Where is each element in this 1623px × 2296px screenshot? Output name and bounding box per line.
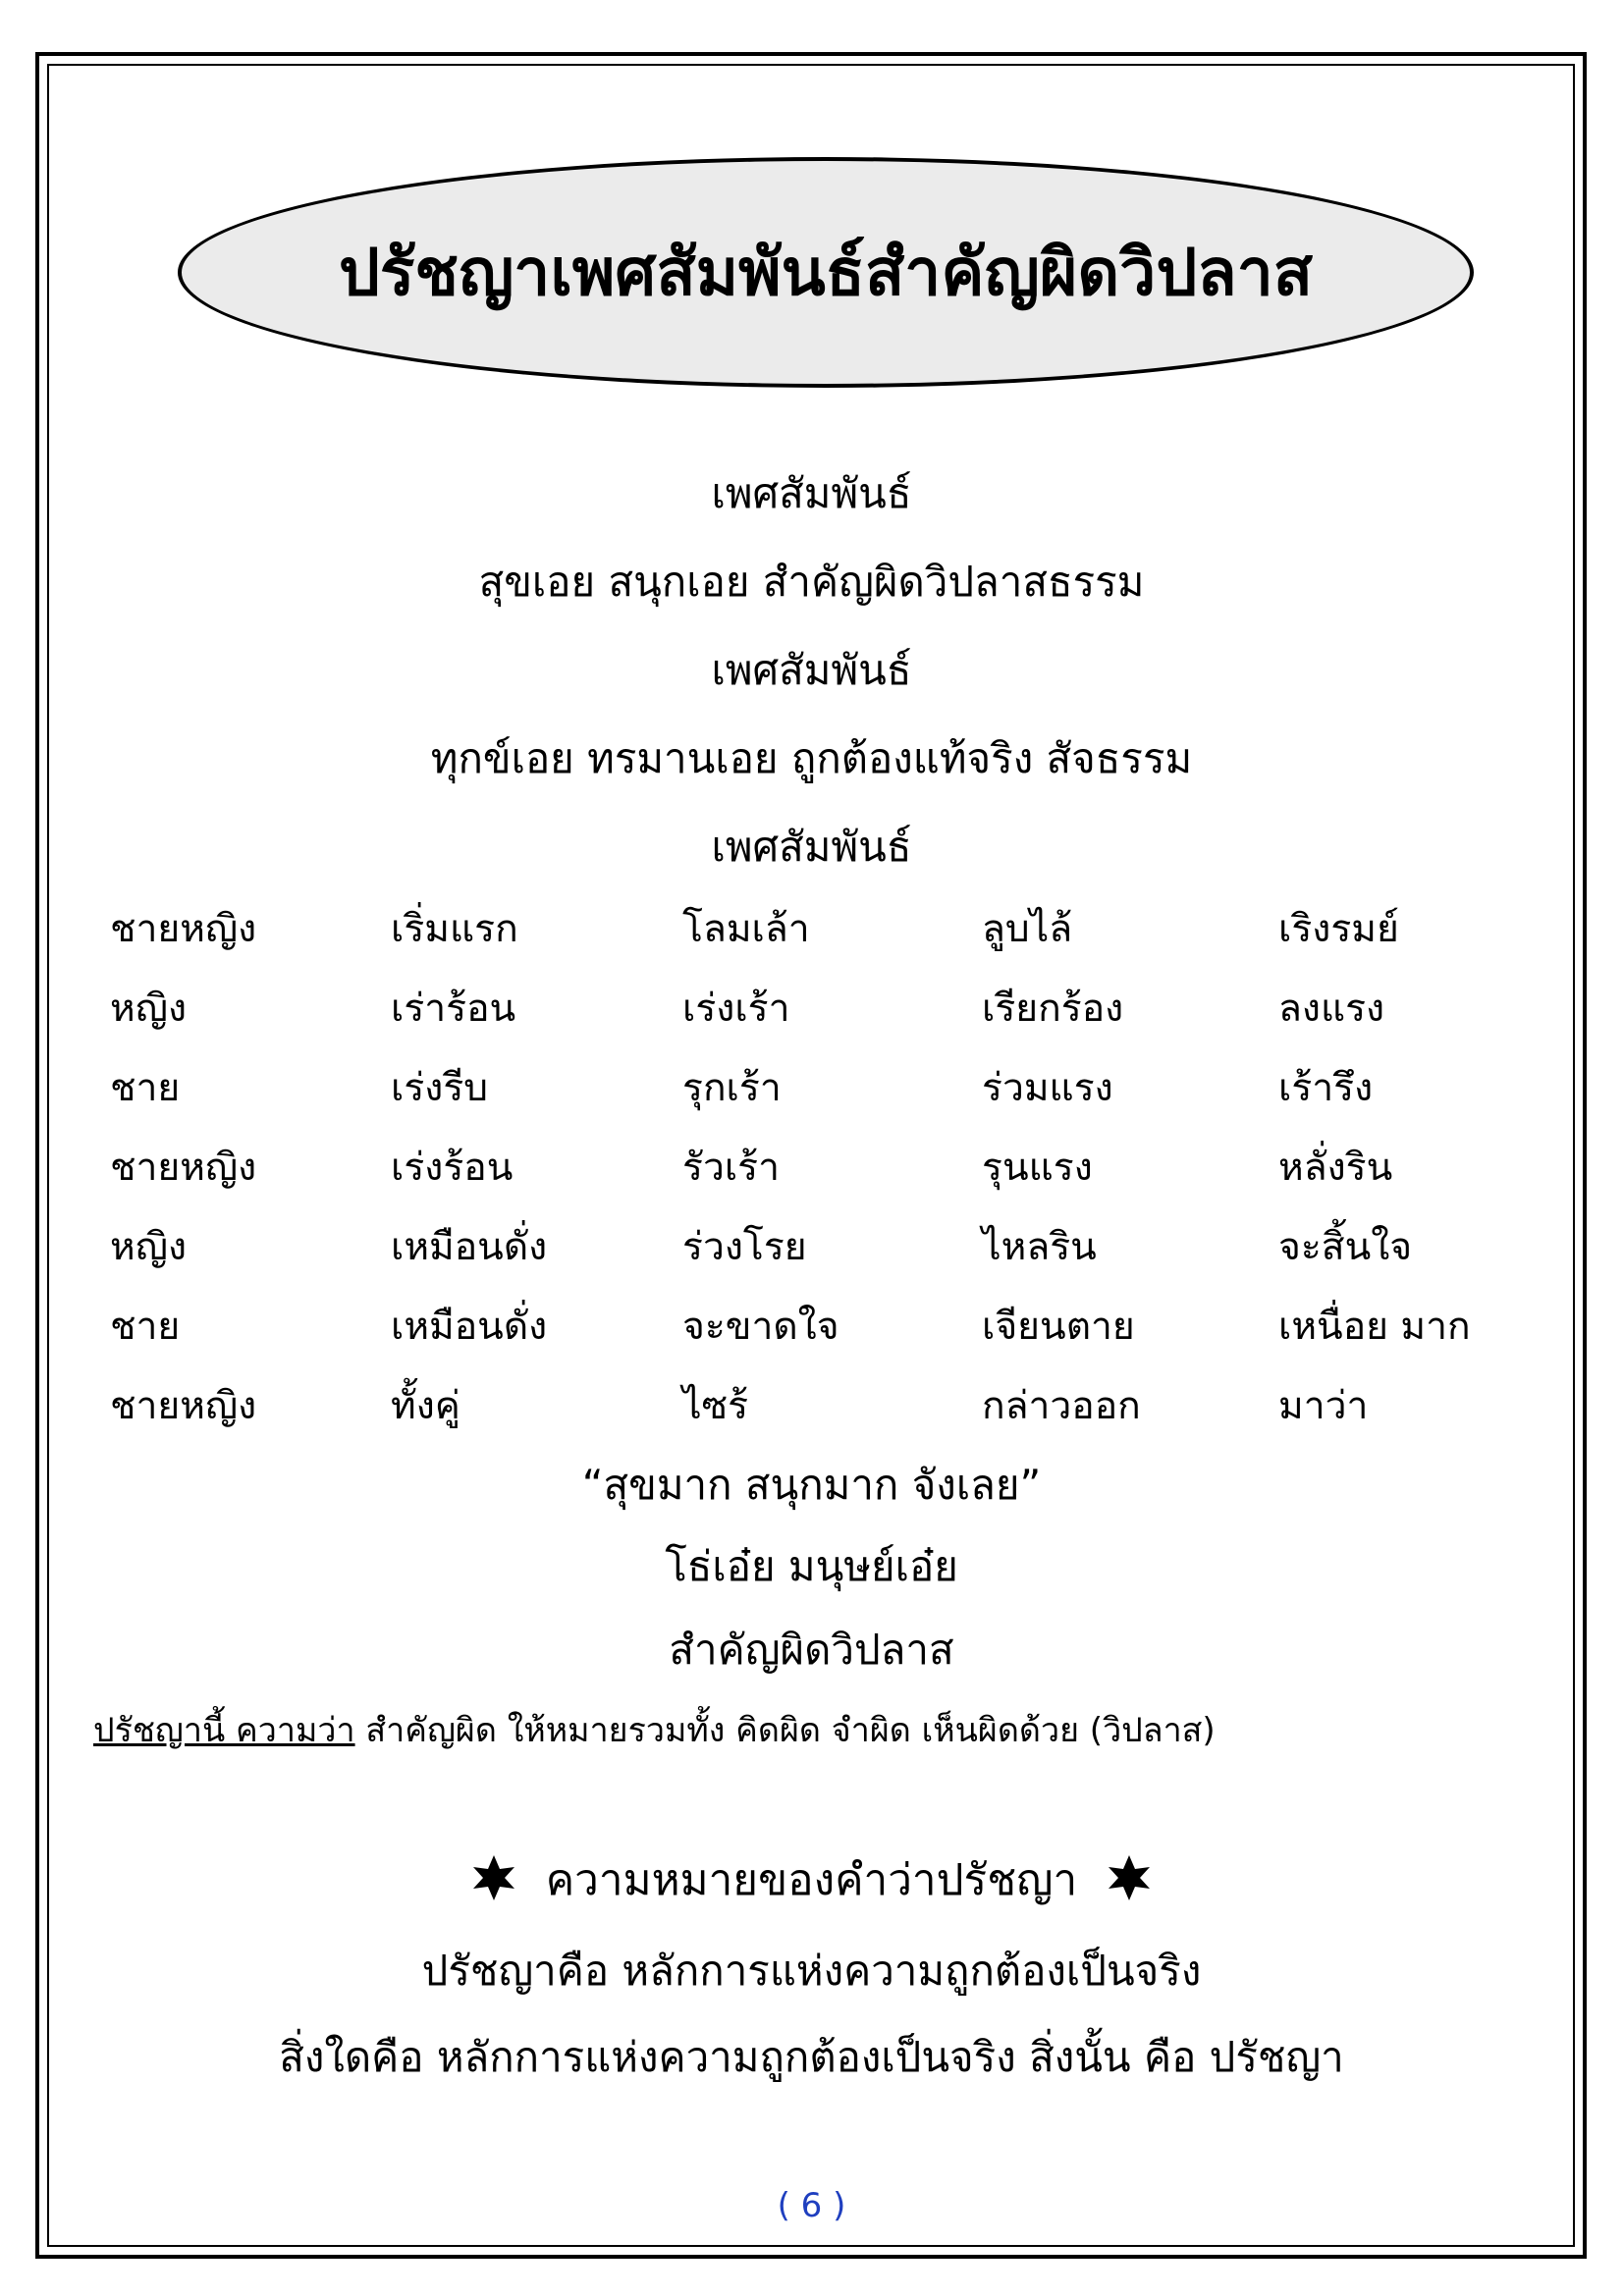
definition-line: ปรัชญาคือ หลักการแห่งความถูกต้องเป็นจริง xyxy=(421,1947,1202,1995)
poem-word: ลูบไล้ xyxy=(982,907,1073,951)
poem-word: เร้ารึง xyxy=(1278,1066,1374,1110)
poem-word: รัวเร้า xyxy=(682,1146,781,1190)
poem-row xyxy=(0,1216,1623,1275)
poem-word: ลงแรง xyxy=(1278,987,1385,1031)
poem-word: โลมเล้า xyxy=(682,907,810,951)
verse-line: เพศสัมพันธ์ xyxy=(711,469,912,517)
poem-word: เริ่มแรก xyxy=(391,907,518,951)
poem-subject: ชาย xyxy=(110,1305,181,1349)
verse-line: เพศสัมพันธ์ xyxy=(711,823,912,871)
poem-word: เหนื่อย มาก xyxy=(1278,1305,1471,1349)
section-heading-row xyxy=(59,1845,1564,1914)
page-title: ปรัชญาเพศสัมพันธ์สำคัญผิดวิปลาส xyxy=(338,235,1314,310)
poem-row xyxy=(0,1137,1623,1196)
poem-word: เรียกร้อง xyxy=(982,987,1124,1031)
poem-word: รุกเร้า xyxy=(682,1066,782,1110)
poem-word: เหมือนดั่ง xyxy=(391,1225,548,1269)
poem-word: รุนแรง xyxy=(982,1146,1093,1190)
poem-subject: ชายหญิง xyxy=(110,1384,257,1428)
poem-subject: หญิง xyxy=(110,1225,187,1269)
verse-line: “สุขมาก สนุกมาก จังเลย” xyxy=(581,1461,1042,1509)
poem-word: เริงรมย์ xyxy=(1278,907,1399,951)
poem-row xyxy=(0,898,1623,957)
poem-word: เหมือนดั่ง xyxy=(391,1305,548,1349)
poem-word: ไซร้ xyxy=(682,1384,749,1428)
poem-subject: ชาย xyxy=(110,1066,181,1110)
section-heading: ความหมายของคำว่าปรัชญา xyxy=(545,1855,1078,1905)
poem-word: เร่งร้อน xyxy=(391,1146,514,1190)
verse-line: เพศสัมพันธ์ xyxy=(711,646,912,694)
verse-line: ทุกข์เอย ทรมานเอย ถูกต้องแท้จริง สัจธรรม xyxy=(430,734,1193,782)
verse-line: สุขเอย สนุกเอย สำคัญผิดวิปลาสธรรม xyxy=(478,558,1145,606)
poem-row xyxy=(0,1057,1623,1116)
poem-row xyxy=(0,1375,1623,1434)
poem-word: กล่าวออก xyxy=(982,1384,1141,1428)
poem-word: ร่วมแรง xyxy=(982,1066,1113,1110)
note-line xyxy=(93,1703,1527,1756)
poem-row xyxy=(0,978,1623,1037)
note-label: ปรัชญานี้ ความว่า xyxy=(93,1711,355,1750)
six-point-star-icon xyxy=(469,1853,518,1913)
poem-subject: ชายหญิง xyxy=(110,1146,257,1190)
poem-word: หลั่งริน xyxy=(1278,1146,1393,1190)
page-number: ( 6 ) xyxy=(777,2186,846,2225)
poem-subject: หญิง xyxy=(110,987,187,1031)
poem-word: จะขาดใจ xyxy=(682,1305,839,1349)
verse-line: สำคัญผิดวิปลาส xyxy=(669,1626,954,1674)
title-ellipse xyxy=(178,157,1474,388)
poem-word: ร่วงโรย xyxy=(682,1225,807,1269)
poem-word: เร่าร้อน xyxy=(391,987,516,1031)
poem-row xyxy=(0,1296,1623,1355)
poem-word: เร่งเร้า xyxy=(682,987,790,1031)
poem-word: จะสิ้นใจ xyxy=(1278,1225,1413,1269)
six-point-star-icon xyxy=(1105,1853,1154,1913)
poem-word: ไหลริน xyxy=(982,1225,1097,1269)
poem-word: เจียนตาย xyxy=(982,1305,1135,1349)
poem-word: ทั้งคู่ xyxy=(391,1384,460,1428)
poem-word: เร่งรีบ xyxy=(391,1066,489,1110)
poem-word: มาว่า xyxy=(1278,1384,1369,1428)
poem-subject: ชายหญิง xyxy=(110,907,257,951)
verse-line: โธ่เอ๋ย มนุษย์เอ๋ย xyxy=(665,1542,958,1590)
note-text: สำคัญผิด ให้หมายรวมทั้ง คิดผิด จำผิด เห็นผิดด้วย (วิปลาส) xyxy=(354,1711,1216,1750)
definition-line: สิ่งใดคือ หลักการแห่งความถูกต้องเป็นจริง สิ่งนั้น คือ ปรัชญา xyxy=(279,2033,1344,2081)
